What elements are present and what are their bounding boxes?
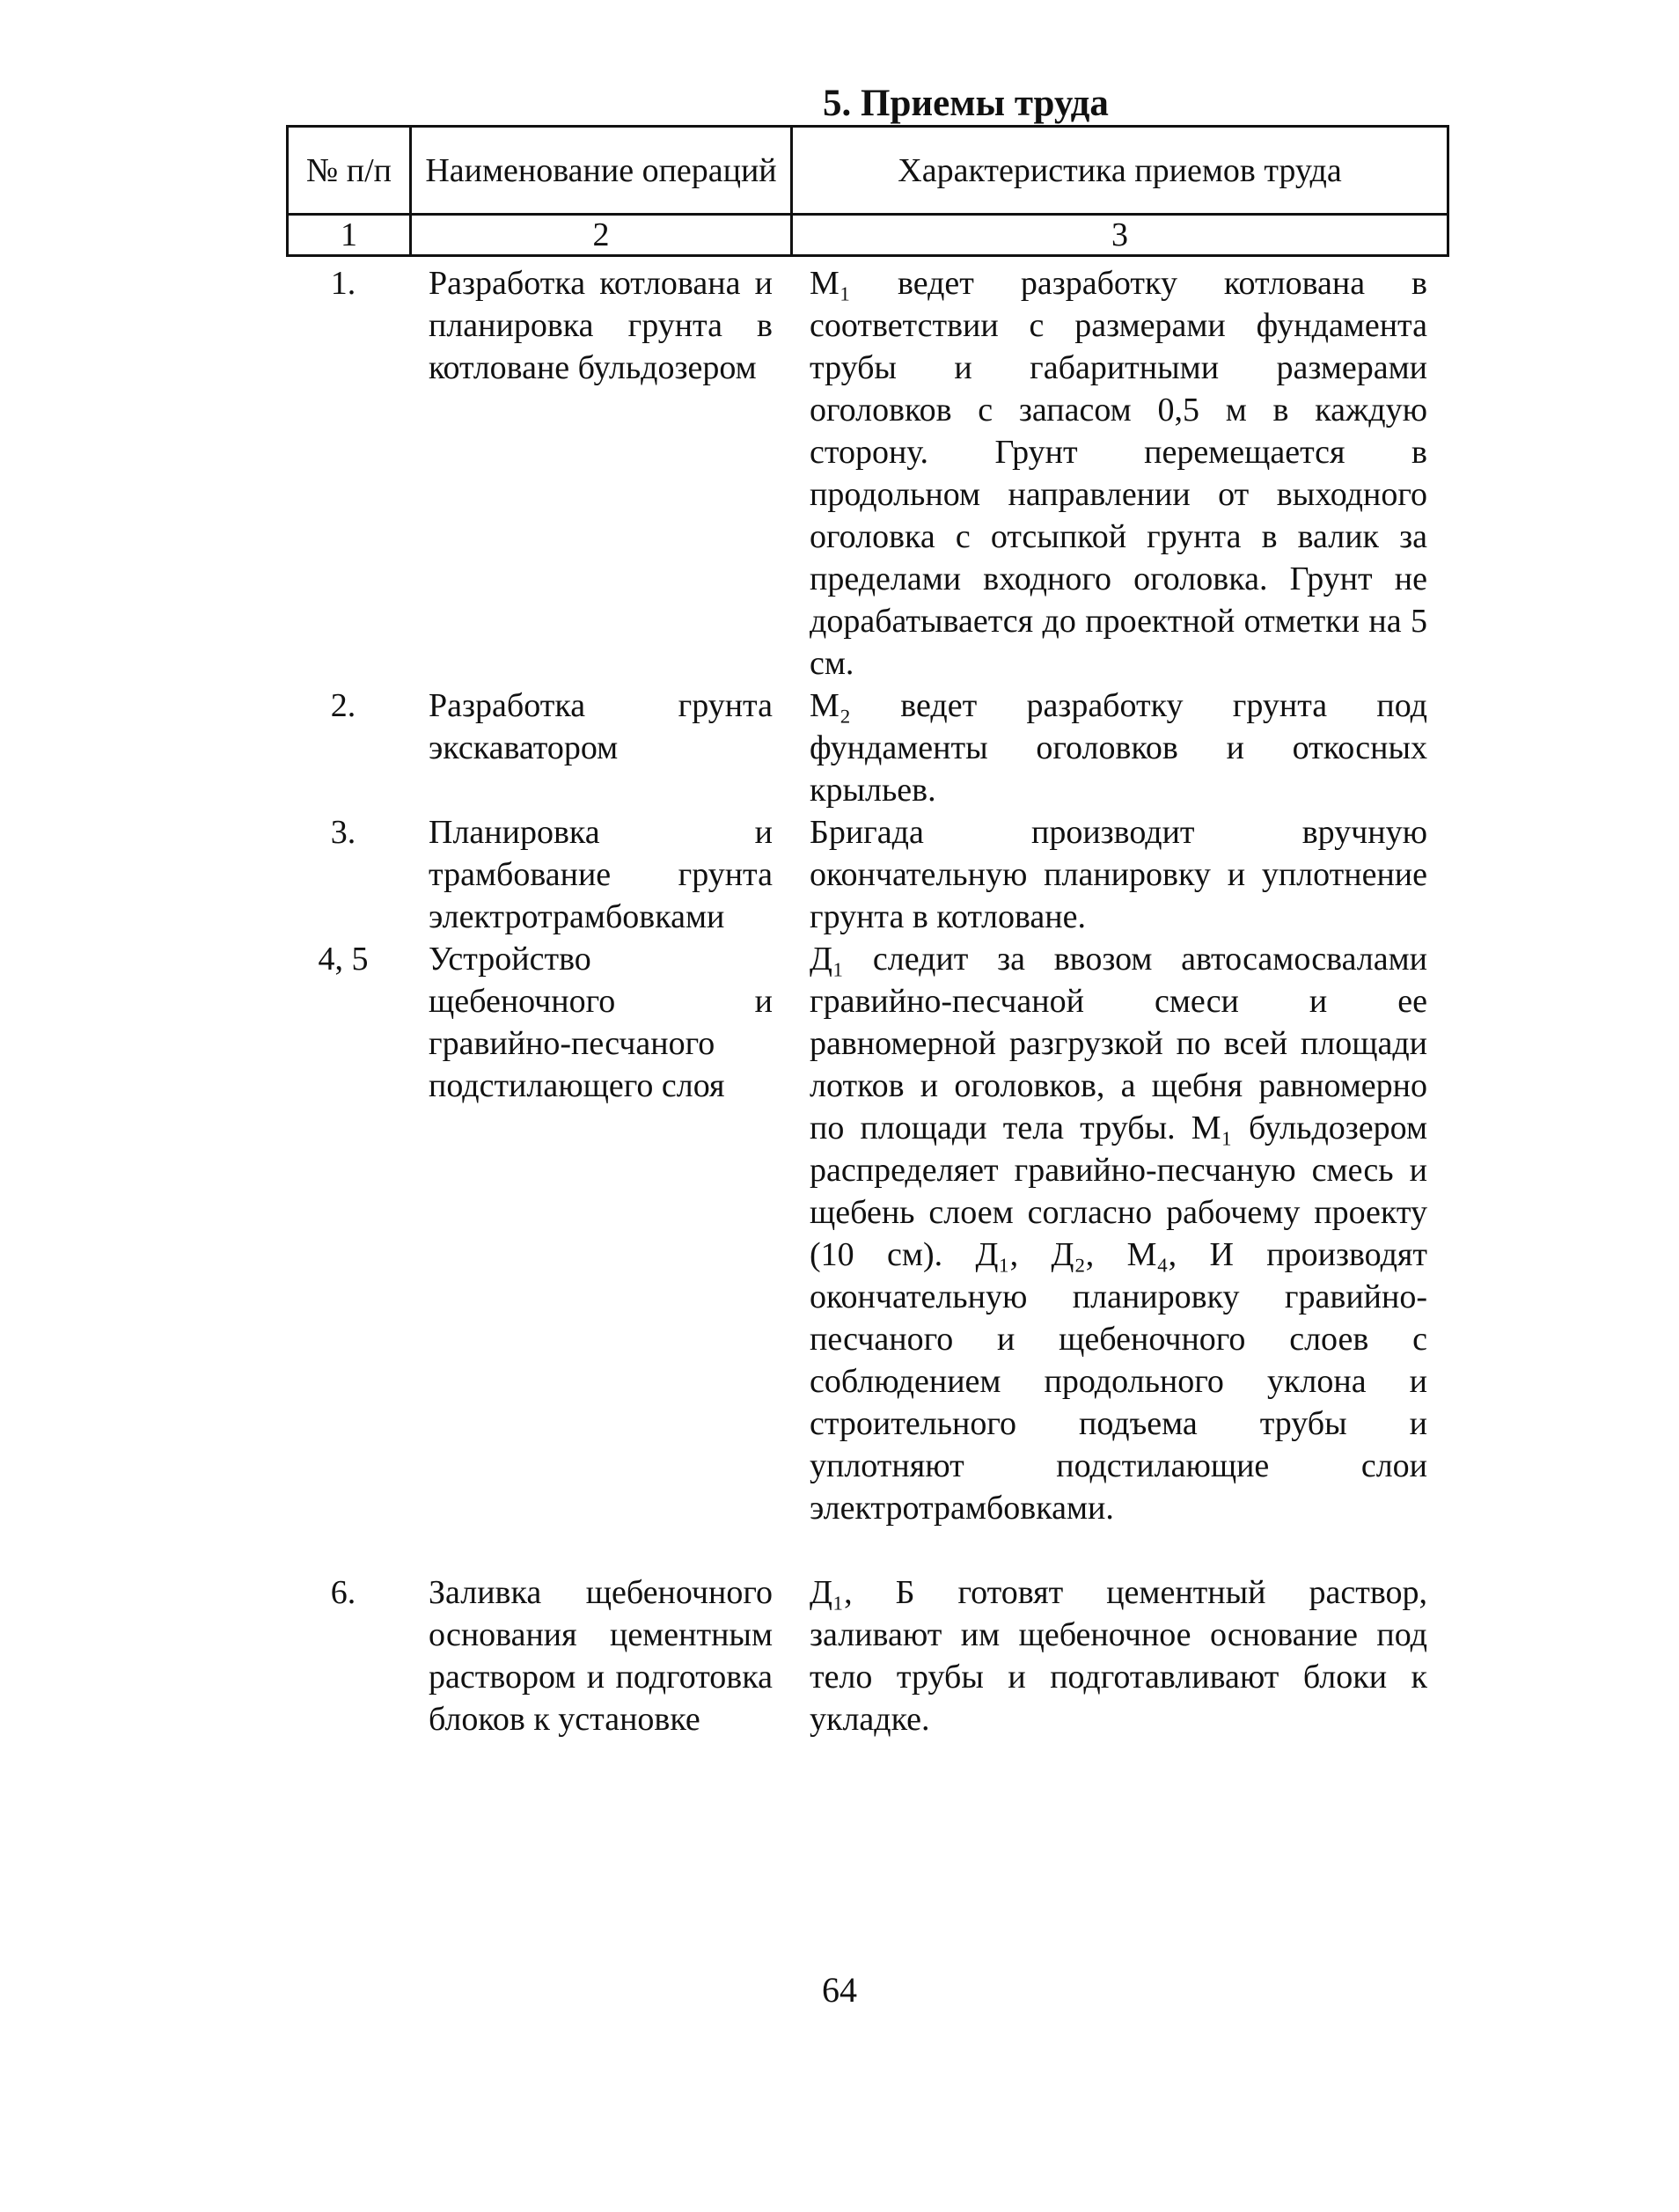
page-title: 5. Приемы труда — [823, 83, 1109, 124]
row-number: 4, 5 — [318, 941, 369, 978]
operation-description: M₂ ведет разработку грунта под фундаменты оголовков и откосных крыльев. — [810, 687, 1427, 809]
table-row — [286, 1571, 1447, 1783]
operation-name: Разработка котлована и планировка грунта в котловане бульдозером — [429, 265, 773, 386]
row-number: 6. — [330, 1574, 356, 1611]
operation-description: Д₁, Б готовят цементный раствор, заливают им щебеночное основание под тело трубы и подготавливают блоки к укладке. — [810, 1574, 1427, 1738]
column-number-row — [288, 215, 1448, 256]
row-number: 1. — [330, 265, 356, 302]
operation-description: Бригада производит вручную окончательную планировку и уплотнение грунта в котловане. — [810, 814, 1427, 935]
operation-description: M₁ ведет разработку котлована в соответствии с размерами фундамента трубы и габаритными размерами оголовков с запасом 0,5 м в каждую сторону. Грунт перемещается в продольном направлении от выходного оголовка с отсыпкой грунта в валик за пределами входного оголовка. Грунт не дорабатывается до проектной отметки на 5 см. — [810, 265, 1427, 682]
column-header-description: Характеристика приемов труда — [792, 127, 1448, 215]
column-number: 2 — [411, 215, 792, 256]
operation-name: Устройство щебеночного и гравийно-песчаного подстилающего слоя — [429, 941, 773, 1104]
column-number: 1 — [288, 215, 411, 256]
table-body — [286, 262, 1447, 1783]
table-row — [286, 685, 1447, 811]
table-row — [286, 262, 1447, 685]
table-header — [286, 125, 1449, 257]
operation-name: Планировка и трамбование грунта электротрамбовками — [429, 814, 773, 935]
page-number: 64 — [822, 1970, 857, 2010]
row-number: 2. — [330, 687, 356, 724]
column-header-operation: Наименование операций — [411, 127, 792, 215]
row-number: 3. — [330, 814, 356, 851]
operation-name: Заливка щебеночного основания цементным раствором и подготовка блоков к установке — [429, 1574, 773, 1738]
operation-description: Д₁ следит за ввозом автосамосвалами гравийно-песчаной смеси и ее равномерной разгрузкой по всей площади лотков и оголовков, а щебня равномерно по площади тела трубы. М₁ бульдозером распределяет гравийно-песчаную смесь и щебень слоем согласно рабочему проекту (10 см). Д₁, Д₂, М₄, И производят окончательную планировку гравийно-песчаного и щебеночного слоев с соблюдением продольного уклона и строительного подъема трубы и уплотняют подстилающие слои электротрамбовками. — [810, 941, 1427, 1527]
header-row — [288, 127, 1448, 215]
column-header-number: № п/п — [288, 127, 411, 215]
table-row — [286, 811, 1447, 938]
table-row — [286, 938, 1447, 1571]
operation-name: Разработка грунта экскаватором — [429, 687, 773, 766]
column-number: 3 — [792, 215, 1448, 256]
